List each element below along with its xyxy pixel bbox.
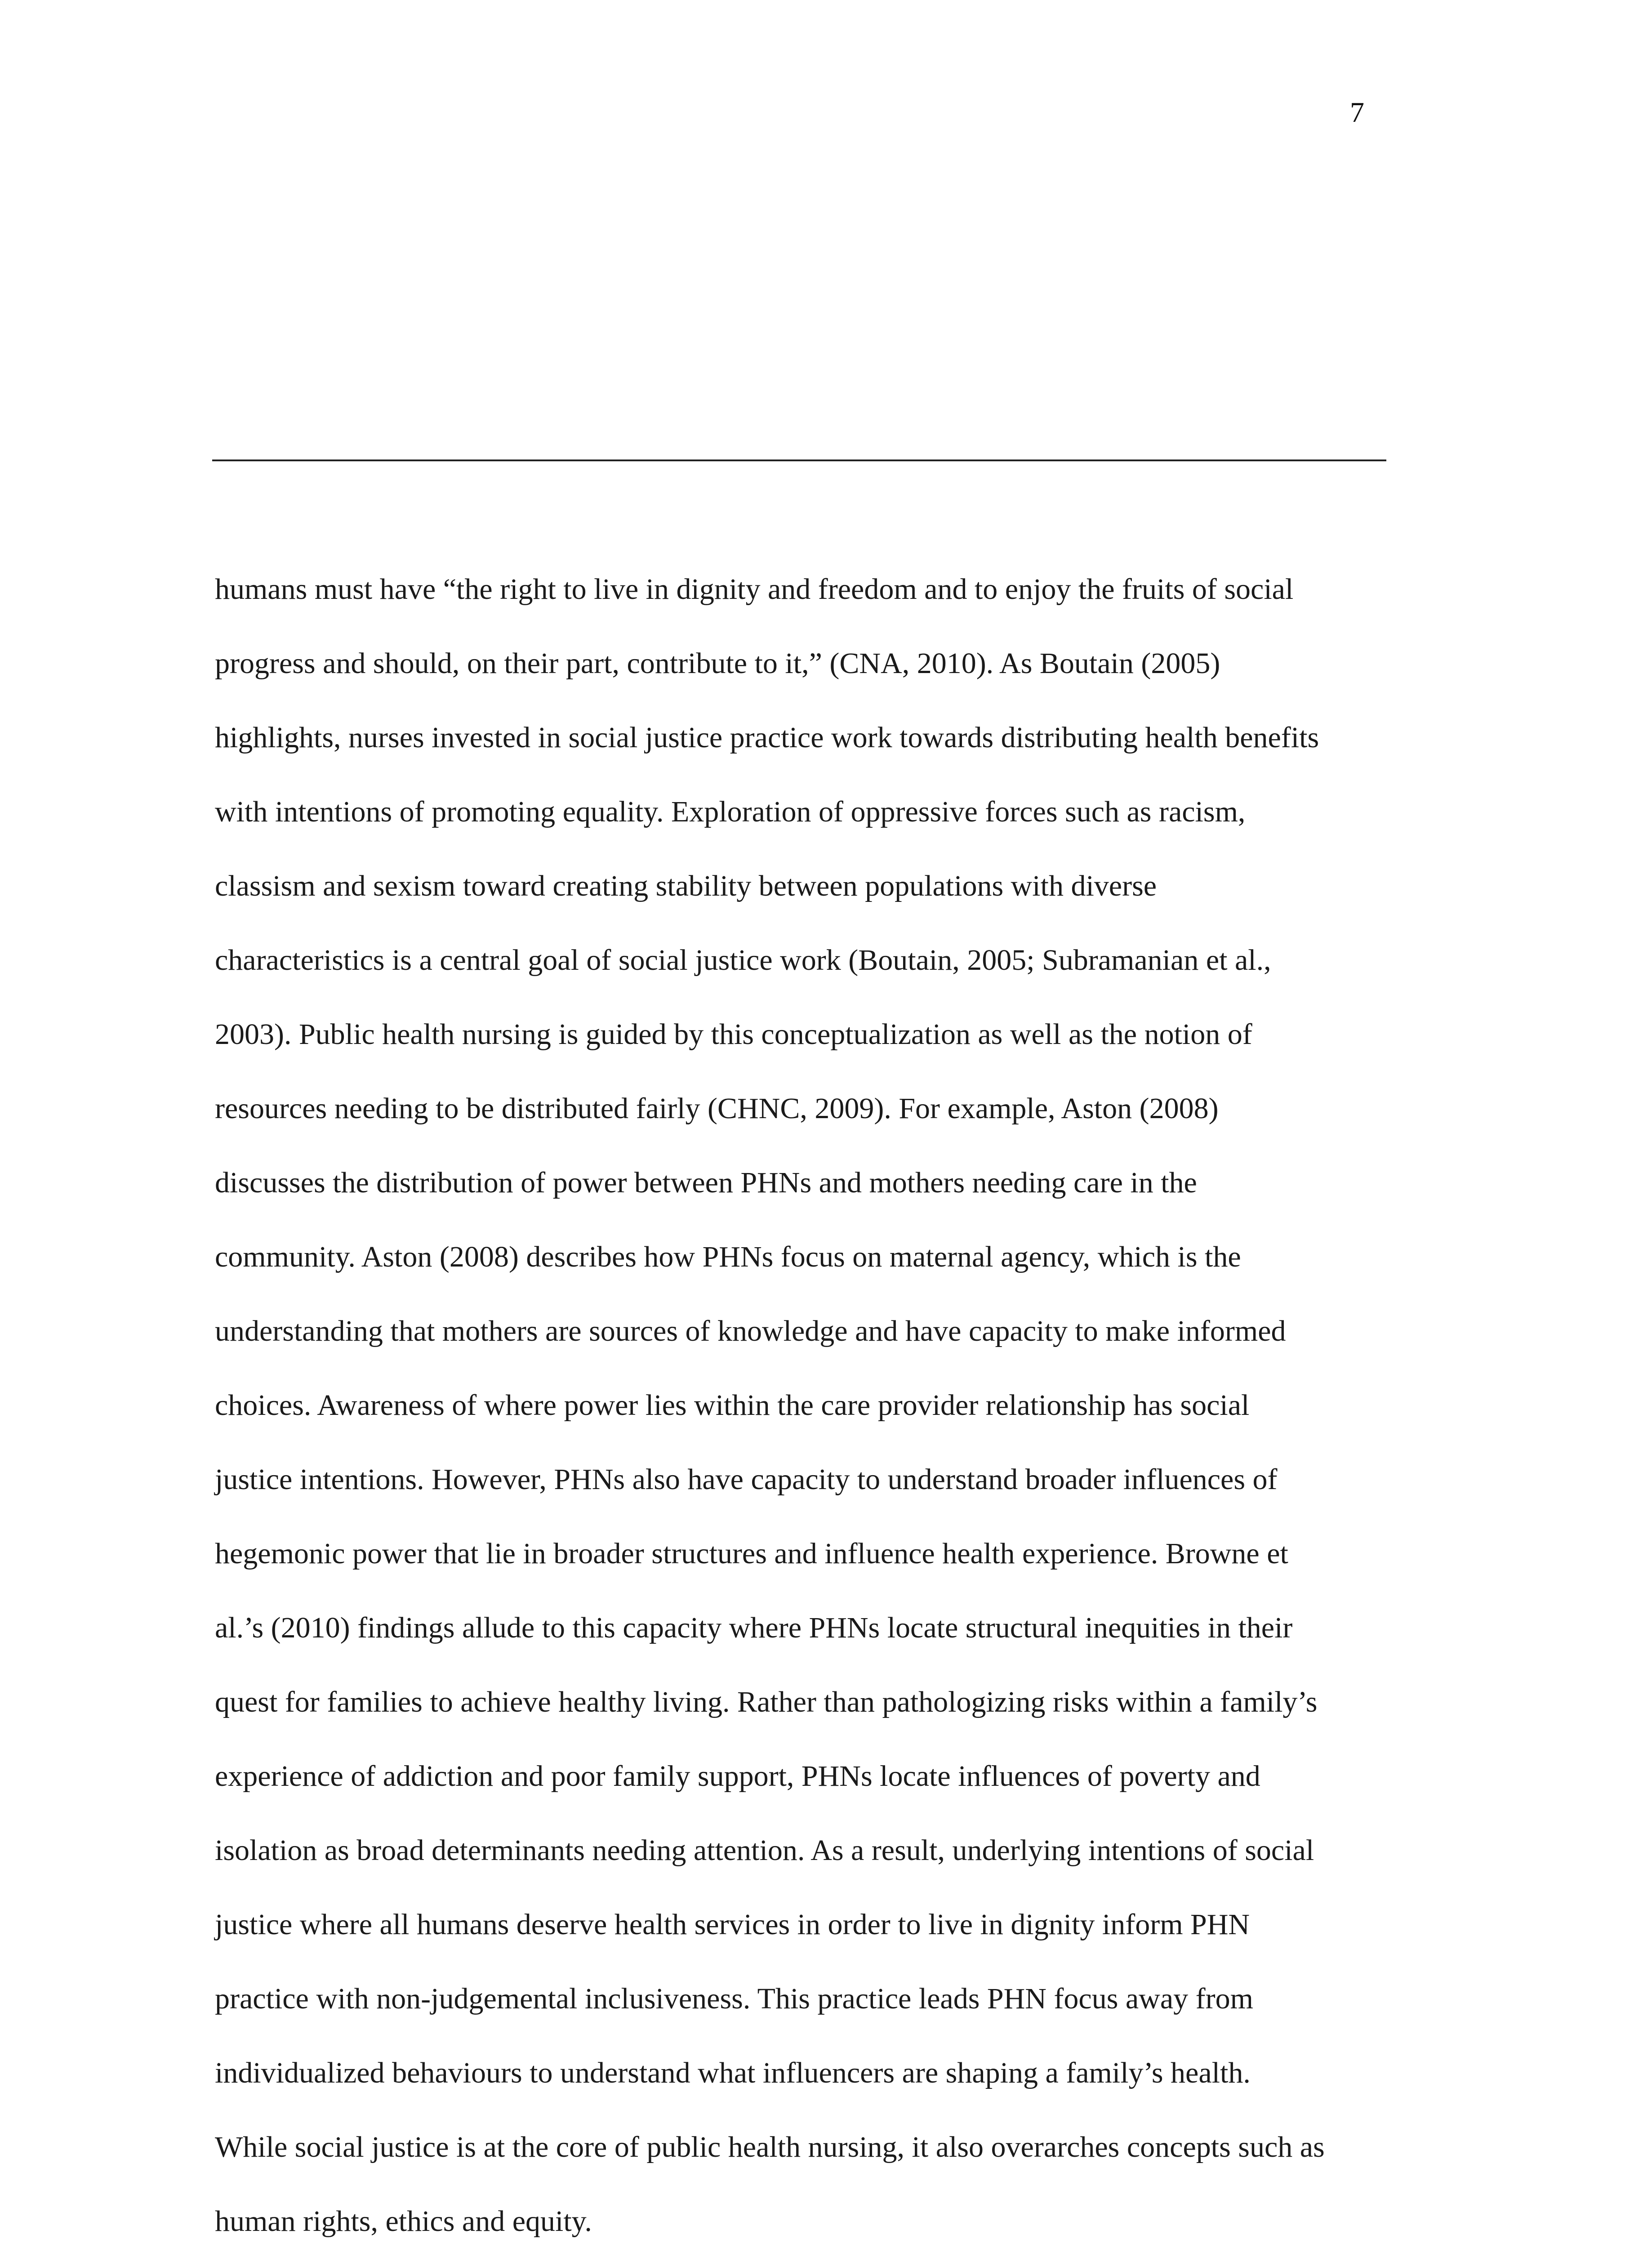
text-line: isolation as broad determinants needing attention. As a result, underlying intentions of social <box>215 1834 1314 1867</box>
text-line: progress and should, on their part, contribute to it,” (CNA, 2010). As Boutain (2005) <box>215 647 1220 680</box>
text-line: 2003). Public health nursing is guided by this conceptualization as well as the notion of <box>215 1018 1252 1051</box>
text-line: with intentions of promoting equality. Exploration of oppressive forces such as racism, <box>215 795 1246 828</box>
text-line: community. Aston (2008) describes how PHNs focus on maternal agency, which is the <box>215 1240 1241 1273</box>
text-line: justice intentions. However, PHNs also have capacity to understand broader influences of <box>215 1463 1278 1496</box>
text-line: highlights, nurses invested in social justice practice work towards distributing health benefits <box>215 721 1319 754</box>
text-line: al.’s (2010) findings allude to this capacity where PHNs locate structural inequities in their <box>215 1611 1293 1644</box>
page-number: 7 <box>1350 96 1364 128</box>
text-line: While social justice is at the core of public health nursing, it also overarches concepts such as <box>215 2131 1325 2163</box>
text-line: individualized behaviours to understand what influencers are shaping a family’s health. <box>215 2056 1251 2089</box>
text-line: experience of addiction and poor family support, PHNs locate influences of poverty and <box>215 1760 1260 1793</box>
text-line: human rights, ethics and equity. <box>215 2205 592 2238</box>
text-line: resources needing to be distributed fairly (CHNC, 2009). For example, Aston (2008) <box>215 1092 1219 1125</box>
text-line: characteristics is a central goal of social justice work (Boutain, 2005; Subramanian et al., <box>215 944 1271 977</box>
separator-rule <box>212 459 1386 461</box>
text-line: discusses the distribution of power between PHNs and mothers needing care in the <box>215 1166 1197 1199</box>
text-line: humans must have “the right to live in dignity and freedom and to enjoy the fruits of social <box>215 573 1294 606</box>
text-line: choices. Awareness of where power lies within the care provider relationship has social <box>215 1389 1250 1422</box>
text-line: hegemonic power that lie in broader structures and influence health experience. Browne et <box>215 1537 1288 1570</box>
text-line: justice where all humans deserve health services in order to live in dignity inform PHN <box>215 1908 1250 1941</box>
text-line: classism and sexism toward creating stability between populations with diverse <box>215 870 1157 902</box>
body-paragraph <box>215 561 1325 2248</box>
text-line: practice with non-judgemental inclusiveness. This practice leads PHN focus away from <box>215 1982 1253 2015</box>
text-line: understanding that mothers are sources of knowledge and have capacity to make informed <box>215 1315 1286 1347</box>
text-line: quest for families to achieve healthy living. Rather than pathologizing risks within a family’s <box>215 1686 1318 1718</box>
